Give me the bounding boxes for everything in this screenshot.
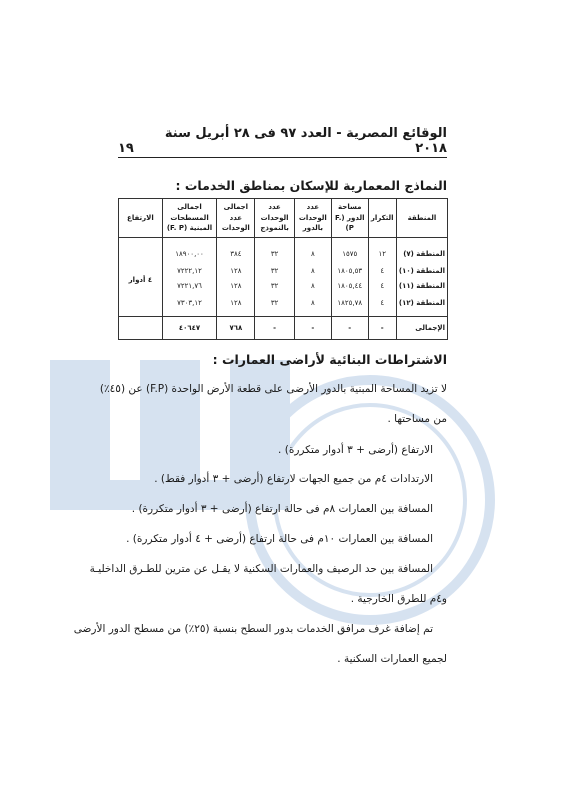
cell-total-total-built: ٤٠٦٤٧ (162, 317, 217, 340)
cell-total-built: ٧٢٢٢,١٢ (162, 263, 217, 278)
cell-units-per-model: ٣٢ (255, 263, 294, 278)
cell-repeat: ١٢ (368, 238, 396, 264)
page-header (118, 126, 447, 156)
cell-total-built: ٧٢٢١,٧٦ (162, 278, 217, 293)
cell-units-per-model: ٣٢ (255, 278, 294, 293)
table-row (119, 263, 448, 278)
cell-region: المنطقة (١١) (396, 278, 447, 293)
col-header-total-built: اجمالى المسطحات المبنية (F. P) (162, 199, 217, 238)
col-header-units-per-model: عدد الوحدات بالنموذج (255, 199, 294, 238)
page-number: ١٩ (118, 141, 134, 156)
paragraph-10: لجميع العمارات السكنية . (337, 653, 447, 665)
col-header-floor-area: مساحة الدور (F. P) (331, 199, 368, 238)
table-header-row (119, 199, 448, 238)
cell-units-per-model: ٣٢ (255, 238, 294, 264)
section-title-conditions: الاشتراطات البنائية لأراضى العمارات : (212, 352, 447, 367)
cell-floor-area: ١٥٧٥ (331, 238, 368, 264)
table-row (119, 238, 448, 264)
cell-total-built: ١٨٩٠٠,٠٠ (162, 238, 217, 264)
col-header-repeat: التكرار (368, 199, 396, 238)
cell-region: المنطقة (٧) (396, 238, 447, 264)
cell-region: المنطقة (١٠) (396, 263, 447, 278)
col-header-total-units: اجمالى عدد الوحدات (217, 199, 255, 238)
cell-repeat: ٤ (368, 293, 396, 317)
cell-units-per-model: ٣٢ (255, 293, 294, 317)
paragraph-7: المسافة بين حد الرصيف والعمارات السكنية لا يقـل عن مترين للطـرق الداخليـة (89, 563, 433, 575)
paragraph-3: الارتفاع (أرضى + ٣ أدوار متكررة) . (278, 444, 433, 456)
cell-floor-area: ١٨٠٥,٤٤ (331, 278, 368, 293)
cell-floor-area: ١٨٢٥,٧٨ (331, 293, 368, 317)
cell-total-units: ١٢٨ (217, 263, 255, 278)
cell-total-label: الإجمالى (396, 317, 447, 340)
cell-total-units: ١٢٨ (217, 293, 255, 317)
paragraph-1: لا تزيد المساحة المبنية بالدور الأرضى على قطعة الأرض الواحدة (F.P) عن (٤٥٪) (99, 383, 447, 395)
cell-total-units: ٣٨٤ (217, 238, 255, 264)
cell-units-per-floor: ٨ (294, 278, 331, 293)
cell-total-repeat: - (368, 317, 396, 340)
cell-repeat: ٤ (368, 263, 396, 278)
section-title-models: النماذج المعمارية للإسكان بمناطق الخدمات : (175, 178, 447, 193)
paragraph-5: المسافة بين العمارات ٨م فى حالة ارتفاع (أرضى + ٣ أدوار متكررة) . (131, 503, 433, 515)
paragraph-6: المسافة بين العمارات ١٠م فى حالة ارتفاع (أرضى + ٤ أدوار متكررة) . (126, 533, 433, 545)
cell-region: المنطقة (١٢) (396, 293, 447, 317)
cell-total-height (119, 317, 163, 340)
cell-total-units-per-floor: - (294, 317, 331, 340)
paragraph-8: و٤م للطرق الخارجية . (350, 593, 447, 605)
cell-repeat: ٤ (368, 278, 396, 293)
cell-total-units: ١٢٨ (217, 278, 255, 293)
models-table (118, 198, 448, 340)
table-total-row (119, 317, 448, 340)
header-divider (118, 157, 447, 158)
cell-units-per-floor: ٨ (294, 238, 331, 264)
paragraph-4: الارتدادات ٤م من جميع الجهات لارتفاع (أرضى + ٣ أدوار فقط) . (154, 473, 433, 485)
paragraph-9: تم إضافة غرف مرافق الخدمات بدور السطح بنسبة (٢٥٪) من مسطح الدور الأرضى (73, 623, 433, 635)
cell-total-units-per-model: - (255, 317, 294, 340)
paragraph-2: من مساحتها . (387, 413, 447, 425)
cell-total-built: ٧٣٠٣,١٢ (162, 293, 217, 317)
col-header-units-per-floor: عدد الوحدات بالدور (294, 199, 331, 238)
cell-floor-area: ١٨٠٥,٥٣ (331, 263, 368, 278)
cell-height: ٤ أدوار (119, 238, 163, 317)
cell-total-total-units: ٧٦٨ (217, 317, 255, 340)
table-row (119, 293, 448, 317)
col-header-height: الارتفاع (119, 199, 163, 238)
table-row (119, 278, 448, 293)
header-title: الوقائع المصرية - العدد ٩٧ فى ٢٨ أبريل سنة ٢٠١٨ (164, 126, 447, 156)
cell-total-floor-area: - (331, 317, 368, 340)
col-header-region: المنطقة (396, 199, 447, 238)
cell-units-per-floor: ٨ (294, 293, 331, 317)
cell-units-per-floor: ٨ (294, 263, 331, 278)
